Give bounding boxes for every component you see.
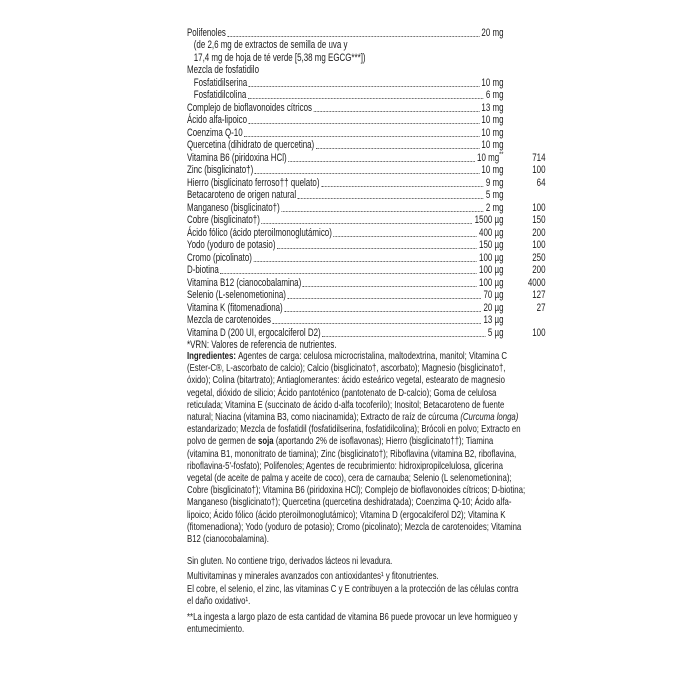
row-left xyxy=(187,64,504,76)
nutrient-name: Polifenoles xyxy=(187,26,226,39)
table-row xyxy=(187,314,546,327)
supplement-rows xyxy=(187,26,546,339)
table-row xyxy=(187,276,546,289)
table-row xyxy=(187,39,546,52)
dot-leader xyxy=(303,286,477,287)
row-left xyxy=(187,277,504,289)
nutrient-name: Mezcla de fosfatidilo xyxy=(187,64,259,76)
nutrient-name: Vitamina B6 (piridoxina HCl) xyxy=(187,151,287,164)
dot-leader xyxy=(249,123,480,124)
row-left xyxy=(187,227,504,239)
row-left xyxy=(187,114,504,126)
nutrient-name: Zinc (bisglicinato†) xyxy=(187,164,254,176)
row-left xyxy=(187,189,504,201)
ingredients-segment: soja xyxy=(258,436,274,448)
vrn-percent: 100 xyxy=(532,239,546,251)
row-left xyxy=(187,52,504,64)
dot-leader xyxy=(261,223,472,224)
dot-leader xyxy=(227,36,479,37)
amount-value: 10 mg xyxy=(481,126,504,139)
row-left xyxy=(187,164,504,176)
label-sheet xyxy=(187,26,546,636)
dot-leader xyxy=(220,273,476,274)
dot-leader xyxy=(313,111,479,112)
vrn-percent: 127 xyxy=(532,289,546,301)
vrn-percent: 100 xyxy=(532,164,546,176)
amount-value: 10 mg xyxy=(481,139,504,151)
amount-value: 10 mg xyxy=(481,114,504,126)
nutrient-name: Yodo (yoduro de potasio) xyxy=(187,239,276,251)
vrn-percent: 200 xyxy=(532,226,546,239)
amount-value: 5 µg xyxy=(487,326,504,339)
table-row xyxy=(187,26,546,39)
dot-leader xyxy=(333,236,476,237)
vrn-note: *VRN: Valores de referencia de nutrientes. xyxy=(187,338,337,351)
table-row xyxy=(187,51,546,64)
table-row xyxy=(187,301,546,314)
dot-leader xyxy=(253,261,476,262)
vrn-percent: 250 xyxy=(532,251,546,264)
nutrient-name: (de 2,6 mg de extractos de semilla de uva y xyxy=(193,39,348,51)
row-left xyxy=(187,302,504,314)
row-left xyxy=(187,148,504,164)
nutrient-name: Fosfatidilcolina xyxy=(193,89,247,101)
amount-value: 10 mg xyxy=(481,76,504,89)
table-row xyxy=(187,164,546,177)
nutrient-name: Mezcla de carotenoides xyxy=(187,314,271,326)
table-row xyxy=(187,64,546,77)
row-left xyxy=(187,264,504,276)
row-left xyxy=(187,202,504,214)
table-row xyxy=(187,326,546,339)
dot-leader xyxy=(277,248,477,249)
nutrient-name: Cobre (bisglicinato†) xyxy=(187,214,260,226)
nutrient-name: Cromo (picolinato) xyxy=(187,251,252,264)
protection-note: El cobre, el selenio, el zinc, las vitaminas C y E contribuyen a la protección de las células contra el daño oxidativo¹. xyxy=(187,583,519,607)
dot-leader xyxy=(322,336,485,337)
row-left xyxy=(187,327,504,339)
dot-leader xyxy=(287,298,481,299)
amount-value: 20 mg xyxy=(481,26,504,39)
table-row xyxy=(187,251,546,264)
row-left xyxy=(187,139,504,151)
nutrient-name: Coenzima Q-10 xyxy=(187,126,243,139)
amount-value: 1500 µg xyxy=(474,214,504,226)
ingredients-segment: estandarizado; Mezcla de fosfatidil (fosfatidilserina, fosfatidilcolina); Brócoli en polvo; Extracto en polvo de germen de xyxy=(187,424,521,448)
dot-leader xyxy=(288,161,475,162)
table-row xyxy=(187,289,546,302)
row-left xyxy=(187,102,504,114)
dot-leader xyxy=(272,323,481,324)
ingredients-paragraph xyxy=(187,351,526,546)
amount-value: 9 mg xyxy=(485,176,504,189)
vrn-percent: 100 xyxy=(532,201,546,214)
vrn-percent: 150 xyxy=(532,214,546,226)
table-row xyxy=(187,189,546,202)
nutrient-name: Manganeso (bisglicinato†) xyxy=(187,201,280,214)
row-left xyxy=(187,39,504,51)
nutrient-name: Vitamina K (fitomenadiona) xyxy=(187,301,283,314)
row-left xyxy=(187,127,504,139)
nutrient-name: Quercetina (dihidrato de quercetina) xyxy=(187,139,315,151)
table-row xyxy=(187,114,546,127)
row-left xyxy=(187,177,504,189)
amount-value: 20 µg xyxy=(483,301,504,314)
amount-value: 13 µg xyxy=(483,314,504,326)
nutrient-name: Ácido alfa-lipoico xyxy=(187,114,248,126)
table-row xyxy=(187,264,546,277)
amount-value: 100 µg xyxy=(479,276,504,289)
table-row xyxy=(187,139,546,152)
vrn-percent: 4000 xyxy=(527,276,546,289)
nutrient-name: Ácido fólico (ácido pteroilmonoglutámico) xyxy=(187,226,332,239)
amount-value: 400 µg xyxy=(479,226,504,239)
amount-value: 13 mg xyxy=(481,101,504,114)
table-row xyxy=(187,176,546,189)
amount-value: 6 mg xyxy=(485,89,504,101)
table-row xyxy=(187,101,546,114)
vrn-percent: 27 xyxy=(536,301,546,314)
table-row xyxy=(187,148,546,164)
nutrient-name: Selenio (L-selenometionina) xyxy=(187,289,286,301)
table-row xyxy=(187,76,546,89)
table-row xyxy=(187,201,546,214)
amount-value: 5 mg xyxy=(485,189,504,201)
amount-value: 150 µg xyxy=(479,239,504,251)
table-row xyxy=(187,226,546,239)
nutrient-name: 17,4 mg de hoja de té verde [5,38 mg EGCG***]) xyxy=(193,51,366,64)
dot-leader xyxy=(298,198,484,199)
row-left xyxy=(187,239,504,251)
dot-leader xyxy=(281,211,483,212)
nutrient-name: D-biotina xyxy=(187,264,219,276)
amount-value: 10 mg xyxy=(481,164,504,176)
row-left xyxy=(187,27,504,39)
row-left xyxy=(187,289,504,301)
gluten-note: Sin gluten. No contiene trigo, derivados lácteos ni levadura. xyxy=(187,556,393,568)
vrn-percent: 714 xyxy=(532,151,546,164)
nutrient-name: Fosfatidilserina xyxy=(193,76,248,89)
dot-leader xyxy=(249,86,479,87)
multivitamins-note: Multivitaminas y minerales avanzados con antioxidantes¹ y fitonutrientes. xyxy=(187,571,439,583)
ingredients-segment: (Curcuma longa) xyxy=(460,412,519,424)
vrn-percent: 64 xyxy=(536,176,546,189)
nutrient-name: Complejo de bioflavonoides cítricos xyxy=(187,101,312,114)
row-left xyxy=(187,77,504,89)
dot-leader xyxy=(284,311,481,312)
row-left xyxy=(187,214,504,226)
table-row xyxy=(187,126,546,139)
footnotes-block xyxy=(187,556,546,636)
amount-value: 100 µg xyxy=(479,251,504,264)
footnote-marker: ** xyxy=(499,148,504,158)
nutrient-name: Hierro (bisglicinato ferroso†† quelato) xyxy=(187,176,320,189)
dot-leader xyxy=(321,186,484,187)
dot-leader xyxy=(316,148,479,149)
table-row xyxy=(187,214,546,227)
ingredients-segment: Agentes de carga: celulosa microcristalina, maltodextrina, manitol; Vitamina C (Ester-C®, L-ascorbato de calcio); Calcio (bisglicinato†, ascorbato); Magnesio (bisglicinato†, óxido); Colina (bitartrato); Antiaglomerantes: ácido esteárico vegetal, estearato de magnesio vegetal, dióxido de silicio; Ácido pantoténico (pantotenato de D-calcio); Goma de celulosa reticulada; Vitamina E (succinato de ácido d-alfa tocoferilo); Inositol; Betacaroteno de fuente natural; Niacina (vitamina B3, como niacinamida); Extracto de raíz de cúrcuma xyxy=(187,351,507,424)
nutrient-name: Vitamina D (200 UI, ergocalciferol D2) xyxy=(187,326,321,339)
dot-leader xyxy=(248,98,484,99)
row-left xyxy=(187,89,504,101)
table-row xyxy=(187,239,546,252)
dot-leader xyxy=(255,173,479,174)
amount-value: 10 mg** xyxy=(477,148,504,164)
vrn-percent: 100 xyxy=(532,326,546,339)
row-left xyxy=(187,314,504,326)
ingredients-segment: (aportando 2% de isoflavonas); Hierro (bisglicinato††); Tiamina (vitamina B1, mononitrato de tiamina); Zinc (bisglicinato†); Riboflavina (vitamina B2, riboflavina, riboflavina-5'-fosfato); Polifenoles; Agentes de recubrimiento: hidroxipropilcelulosa, glicerina vegetal (de aceite de palma y aceite de coco), cera de carnauba; Selenio (L selenometionina); Cobre (bisglicinato†); Vitamina B6 (piridoxina HCl); Complejo de bioflavonoides cítricos; D-biotina; Manganeso (bisglicinato†); Quercetina (quercetina deshidratada); Coenzima Q-10; Ácido alfa-lipoico; Ácido fólico (ácido pteroilmonoglutámico); Vitamina D (ergocalciferol D2); Vitamina K (fitomenadiona); Yodo (yoduro de potasio); Cromo (picolinato); Mezcla de carotenoides; Vitamina B12 (cianocobalamina). xyxy=(187,436,526,546)
ingredients-segment: Ingredientes: xyxy=(187,351,239,362)
row-left xyxy=(187,252,504,264)
nutrient-name: Vitamina B12 (cianocobalamina) xyxy=(187,276,302,289)
amount-value: 2 mg xyxy=(485,201,504,214)
amount-value: 70 µg xyxy=(483,289,504,301)
nutrient-name: Betacaroteno de origen natural xyxy=(187,189,297,201)
amount-value: 100 µg xyxy=(479,264,504,276)
dot-leader xyxy=(244,136,479,137)
b6-warning-note: **La ingesta a largo plazo de esta cantidad de vitamina B6 puede provocar un leve hormigueo y entumecimiento. xyxy=(187,612,518,636)
table-row xyxy=(187,89,546,102)
vrn-percent: 200 xyxy=(532,264,546,276)
